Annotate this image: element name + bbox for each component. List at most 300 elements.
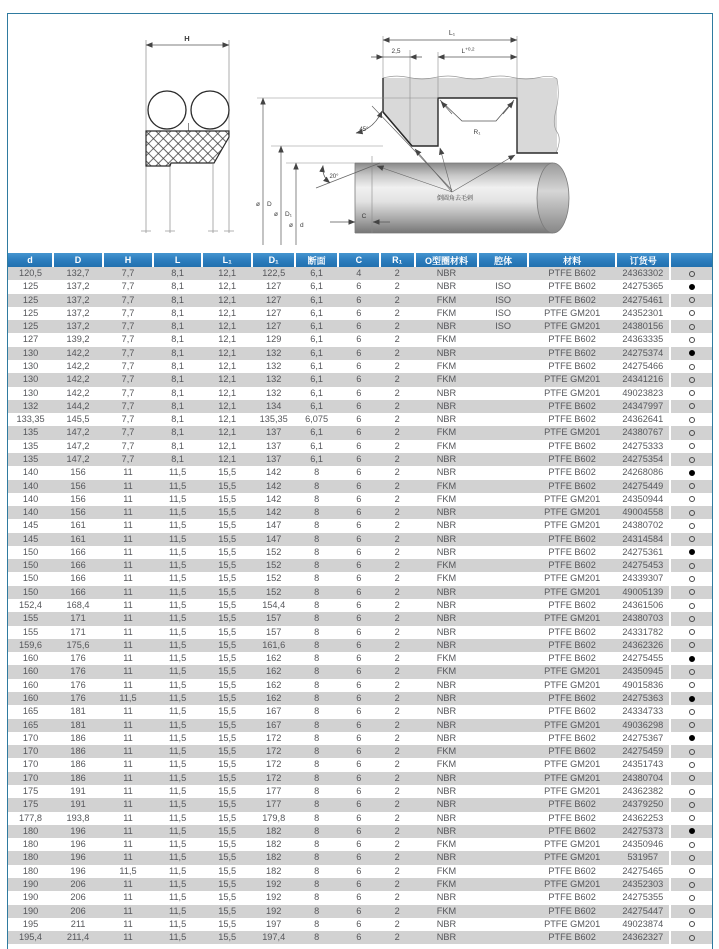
cell-L1: 15,5	[202, 825, 252, 838]
table-row	[8, 559, 712, 572]
l1-dimension-label: L₁	[448, 30, 456, 37]
cell-C: 6	[338, 466, 380, 479]
cell-order-no: 24275453	[616, 559, 670, 572]
availability-dot-filled	[670, 652, 712, 665]
cell-material: PTFE GM201	[528, 838, 616, 851]
cell-D1: 137	[252, 453, 295, 466]
cell-cavity	[478, 559, 528, 572]
cell-H: 11	[103, 612, 153, 625]
cell-cavity	[478, 878, 528, 891]
cell-material: PTFE GM201	[528, 878, 616, 891]
cell-section: 8	[295, 599, 338, 612]
cell-C: 6	[338, 440, 380, 453]
cell-section: 8	[295, 652, 338, 665]
cell-D1: 172	[252, 772, 295, 785]
cell-cavity	[478, 572, 528, 585]
cell-order-no: 24363302	[616, 267, 670, 280]
cell-order-no: 24362326	[616, 639, 670, 652]
cell-order-no: 24379250	[616, 798, 670, 811]
cell-D: 161	[53, 533, 103, 546]
availability-dot-filled	[670, 347, 712, 360]
table-row	[8, 745, 712, 758]
cell-order-no: 24362382	[616, 785, 670, 798]
cell-order-no: 24334733	[616, 705, 670, 718]
cell-D1: 172	[252, 758, 295, 771]
cell-section: 8	[295, 758, 338, 771]
cell-L: 8,1	[153, 333, 202, 346]
table-row	[8, 931, 712, 944]
table-row	[8, 825, 712, 838]
cell-order-no: 49004558	[616, 506, 670, 519]
cell-section: 8	[295, 732, 338, 745]
spec-table	[8, 253, 712, 944]
cell-D1: 172	[252, 732, 295, 745]
cell-d: 180	[8, 851, 53, 864]
cell-material: PTFE B602	[528, 639, 616, 652]
cell-H: 11	[103, 493, 153, 506]
column-header-D1: D₁	[252, 253, 295, 267]
cell-order-no: 24275459	[616, 745, 670, 758]
cell-D1: 122,5	[252, 267, 295, 280]
cell-material: PTFE GM201	[528, 665, 616, 678]
cell-D1: 197,4	[252, 931, 295, 944]
cell-section: 8	[295, 812, 338, 825]
cell-L: 11,5	[153, 612, 202, 625]
cell-cavity: ISO	[478, 320, 528, 333]
cell-D: 137,2	[53, 307, 103, 320]
cell-C: 6	[338, 387, 380, 400]
cell-C: 6	[338, 812, 380, 825]
cell-L: 11,5	[153, 931, 202, 944]
cell-D: 166	[53, 546, 103, 559]
cell-section: 8	[295, 639, 338, 652]
cell-C: 6	[338, 679, 380, 692]
cell-material: PTFE GM201	[528, 918, 616, 931]
cell-oring-material: FKM	[415, 878, 478, 891]
cell-cavity	[478, 426, 528, 439]
cell-section: 8	[295, 851, 338, 864]
cell-L1: 12,1	[202, 387, 252, 400]
column-header-material: 材料	[528, 253, 616, 267]
cell-R1: 2	[380, 851, 415, 864]
cell-R1: 2	[380, 798, 415, 811]
cell-R1: 2	[380, 559, 415, 572]
cell-L1: 15,5	[202, 626, 252, 639]
cell-D1: 154,4	[252, 599, 295, 612]
cell-L1: 15,5	[202, 865, 252, 878]
cell-L1: 15,5	[202, 652, 252, 665]
cell-material: PTFE B602	[528, 413, 616, 426]
table-row	[8, 333, 712, 346]
cell-oring-material: NBR	[415, 506, 478, 519]
cell-section: 8	[295, 466, 338, 479]
cell-D: 142,2	[53, 387, 103, 400]
availability-dot-filled	[670, 546, 712, 559]
cell-L: 8,1	[153, 360, 202, 373]
cell-material: PTFE B602	[528, 745, 616, 758]
cell-material: PTFE GM201	[528, 320, 616, 333]
column-header-section: 断面	[295, 253, 338, 267]
cell-material: PTFE GM201	[528, 519, 616, 532]
availability-dot-open	[670, 294, 712, 307]
cell-d: 170	[8, 745, 53, 758]
availability-dot-open	[670, 493, 712, 506]
cell-L1: 15,5	[202, 772, 252, 785]
table-row	[8, 612, 712, 625]
cell-cavity	[478, 599, 528, 612]
cell-D: 181	[53, 719, 103, 732]
cell-C: 6	[338, 931, 380, 944]
cell-L: 8,1	[153, 373, 202, 386]
cell-D: 176	[53, 652, 103, 665]
cell-section: 8	[295, 918, 338, 931]
cell-H: 11	[103, 745, 153, 758]
cell-d: 155	[8, 612, 53, 625]
cell-section: 6,1	[295, 400, 338, 413]
cell-d: 180	[8, 865, 53, 878]
availability-dot-open	[670, 586, 712, 599]
cell-D: 132,7	[53, 267, 103, 280]
cell-d: 180	[8, 838, 53, 851]
cell-material: PTFE B602	[528, 267, 616, 280]
cell-C: 6	[338, 559, 380, 572]
cell-D: 186	[53, 745, 103, 758]
cell-cavity	[478, 586, 528, 599]
column-header-H: H	[103, 253, 153, 267]
cell-d: 160	[8, 652, 53, 665]
cell-D: 156	[53, 480, 103, 493]
cell-section: 8	[295, 679, 338, 692]
cell-order-no: 24275361	[616, 546, 670, 559]
cell-L: 11,5	[153, 918, 202, 931]
cell-H: 11	[103, 732, 153, 745]
availability-dot-open	[670, 519, 712, 532]
cell-d: 170	[8, 772, 53, 785]
availability-dot-open	[670, 878, 712, 891]
cell-R1: 2	[380, 360, 415, 373]
cell-order-no: 24351743	[616, 758, 670, 771]
availability-dot-open	[670, 812, 712, 825]
availability-dot-open	[670, 865, 712, 878]
cell-D1: 147	[252, 519, 295, 532]
cell-oring-material: NBR	[415, 453, 478, 466]
cell-section: 8	[295, 519, 338, 532]
cell-H: 7,7	[103, 360, 153, 373]
cell-R1: 2	[380, 373, 415, 386]
cell-oring-material: NBR	[415, 812, 478, 825]
cell-L1: 15,5	[202, 905, 252, 918]
cell-D: 176	[53, 679, 103, 692]
cell-L: 8,1	[153, 387, 202, 400]
cell-oring-material: NBR	[415, 280, 478, 293]
cell-L1: 15,5	[202, 546, 252, 559]
cell-material: PTFE B602	[528, 626, 616, 639]
cell-L1: 15,5	[202, 719, 252, 732]
cell-D1: 142	[252, 493, 295, 506]
cell-L: 11,5	[153, 785, 202, 798]
cell-order-no: 24275455	[616, 652, 670, 665]
cell-D1: 134	[252, 400, 295, 413]
cell-L: 11,5	[153, 466, 202, 479]
cell-material: PTFE GM201	[528, 851, 616, 864]
cell-section: 6,1	[295, 333, 338, 346]
cell-material: PTFE B602	[528, 466, 616, 479]
cell-oring-material: FKM	[415, 838, 478, 851]
dia-D-symbol: ø	[256, 201, 260, 208]
cell-H: 11	[103, 931, 153, 944]
cell-order-no: 49023874	[616, 918, 670, 931]
cell-H: 11	[103, 572, 153, 585]
cell-d: 125	[8, 280, 53, 293]
table-row	[8, 665, 712, 678]
cell-L: 11,5	[153, 865, 202, 878]
cell-H: 11	[103, 679, 153, 692]
cell-oring-material: NBR	[415, 918, 478, 931]
cell-C: 6	[338, 493, 380, 506]
cell-section: 8	[295, 745, 338, 758]
cell-order-no: 24275363	[616, 692, 670, 705]
column-header-R1: R₁	[380, 253, 415, 267]
cell-L: 11,5	[153, 652, 202, 665]
cell-L: 11,5	[153, 626, 202, 639]
cell-C: 6	[338, 626, 380, 639]
cell-C: 6	[338, 878, 380, 891]
cell-H: 7,7	[103, 280, 153, 293]
cell-material: PTFE GM201	[528, 307, 616, 320]
cell-L: 11,5	[153, 480, 202, 493]
availability-dot-open	[670, 639, 712, 652]
table-row	[8, 878, 712, 891]
cell-L1: 12,1	[202, 294, 252, 307]
cell-oring-material: NBR	[415, 387, 478, 400]
cell-L1: 15,5	[202, 851, 252, 864]
cell-order-no: 24350944	[616, 493, 670, 506]
cell-d: 165	[8, 719, 53, 732]
cell-cavity	[478, 851, 528, 864]
cell-D1: 157	[252, 612, 295, 625]
availability-dot-open	[670, 267, 712, 280]
cell-d: 175	[8, 798, 53, 811]
cell-C: 6	[338, 825, 380, 838]
cell-H: 11	[103, 533, 153, 546]
cell-d: 150	[8, 559, 53, 572]
cell-section: 8	[295, 559, 338, 572]
table-row	[8, 599, 712, 612]
table-row	[8, 758, 712, 771]
cell-H: 11	[103, 506, 153, 519]
cell-order-no: 24275461	[616, 294, 670, 307]
cell-L1: 15,5	[202, 732, 252, 745]
cell-L: 8,1	[153, 440, 202, 453]
cell-D: 193,8	[53, 812, 103, 825]
availability-dot-open	[670, 931, 712, 944]
cell-D1: 177	[252, 798, 295, 811]
cell-oring-material: NBR	[415, 798, 478, 811]
cell-H: 7,7	[103, 294, 153, 307]
cell-cavity	[478, 626, 528, 639]
cell-cavity	[478, 267, 528, 280]
cell-R1: 2	[380, 825, 415, 838]
cell-cavity	[478, 838, 528, 851]
cell-L1: 15,5	[202, 493, 252, 506]
cell-order-no: 24363335	[616, 333, 670, 346]
cell-R1: 2	[380, 572, 415, 585]
cell-H: 11	[103, 891, 153, 904]
cell-H: 7,7	[103, 426, 153, 439]
table-row	[8, 851, 712, 864]
cell-C: 6	[338, 280, 380, 293]
cell-order-no: 24380767	[616, 426, 670, 439]
seal-cross-section-view	[141, 34, 234, 233]
availability-dot-open	[670, 533, 712, 546]
table-row	[8, 387, 712, 400]
cell-R1: 2	[380, 745, 415, 758]
availability-dot-open	[670, 891, 712, 904]
cell-R1: 2	[380, 533, 415, 546]
cell-L: 8,1	[153, 267, 202, 280]
table-row	[8, 905, 712, 918]
cell-L1: 15,5	[202, 586, 252, 599]
table-row	[8, 679, 712, 692]
cell-material: PTFE B602	[528, 825, 616, 838]
cell-H: 11	[103, 586, 153, 599]
table-row	[8, 320, 712, 333]
cell-d: 190	[8, 905, 53, 918]
cell-oring-material: FKM	[415, 559, 478, 572]
availability-dot-open	[670, 426, 712, 439]
cell-order-no: 24380703	[616, 612, 670, 625]
cell-D1: 129	[252, 333, 295, 346]
header-row	[8, 253, 712, 267]
cell-cavity	[478, 772, 528, 785]
cell-order-no: 24275355	[616, 891, 670, 904]
cell-L1: 12,1	[202, 413, 252, 426]
cell-R1: 2	[380, 652, 415, 665]
cell-D1: 172	[252, 745, 295, 758]
cell-order-no: 24331782	[616, 626, 670, 639]
cell-order-no: 24275367	[616, 732, 670, 745]
cell-material: PTFE B602	[528, 533, 616, 546]
cell-d: 150	[8, 572, 53, 585]
availability-dot-open	[670, 838, 712, 851]
table-row	[8, 812, 712, 825]
cell-order-no: 24275365	[616, 280, 670, 293]
cell-L: 8,1	[153, 347, 202, 360]
cell-L1: 15,5	[202, 838, 252, 851]
table-row	[8, 307, 712, 320]
table-row	[8, 652, 712, 665]
cell-D1: 192	[252, 905, 295, 918]
cell-L: 11,5	[153, 679, 202, 692]
cell-C: 6	[338, 785, 380, 798]
availability-dot-open	[670, 918, 712, 931]
cell-D1: 162	[252, 679, 295, 692]
cell-H: 11	[103, 758, 153, 771]
table-row	[8, 918, 712, 931]
cell-D1: 182	[252, 838, 295, 851]
cell-L: 11,5	[153, 533, 202, 546]
availability-dot-open	[670, 719, 712, 732]
cell-C: 6	[338, 480, 380, 493]
cell-L1: 15,5	[202, 519, 252, 532]
cell-oring-material: NBR	[415, 825, 478, 838]
cell-cavity: ISO	[478, 294, 528, 307]
cell-cavity	[478, 373, 528, 386]
availability-dot-open	[670, 599, 712, 612]
table-row	[8, 626, 712, 639]
cell-material: PTFE B602	[528, 440, 616, 453]
availability-dot-open	[670, 373, 712, 386]
dia-d-symbol: ø	[289, 222, 293, 229]
availability-dot-filled	[670, 466, 712, 479]
cell-L: 11,5	[153, 851, 202, 864]
cell-d: 125	[8, 320, 53, 333]
cell-C: 6	[338, 692, 380, 705]
cell-oring-material: NBR	[415, 586, 478, 599]
cell-H: 11	[103, 546, 153, 559]
availability-dot-open	[670, 307, 712, 320]
cell-material: PTFE GM201	[528, 426, 616, 439]
cell-C: 6	[338, 639, 380, 652]
cell-L1: 15,5	[202, 612, 252, 625]
cell-material: PTFE B602	[528, 599, 616, 612]
cell-D: 137,2	[53, 320, 103, 333]
spec-table-body	[8, 267, 712, 944]
cell-L1: 15,5	[202, 692, 252, 705]
table-row	[8, 426, 712, 439]
cell-H: 7,7	[103, 413, 153, 426]
cell-order-no: 24380156	[616, 320, 670, 333]
cell-L1: 15,5	[202, 918, 252, 931]
cell-C: 6	[338, 865, 380, 878]
cell-material: PTFE B602	[528, 480, 616, 493]
table-row	[8, 373, 712, 386]
cell-material: PTFE GM201	[528, 373, 616, 386]
cell-order-no: 24275374	[616, 347, 670, 360]
cell-C: 6	[338, 586, 380, 599]
cell-L1: 12,1	[202, 426, 252, 439]
groove-radius-profile	[440, 100, 514, 121]
table-row	[8, 347, 712, 360]
cell-D: 142,2	[53, 373, 103, 386]
cell-R1: 2	[380, 506, 415, 519]
cell-cavity: ISO	[478, 280, 528, 293]
cell-d: 133,35	[8, 413, 53, 426]
cell-L1: 15,5	[202, 679, 252, 692]
availability-dot-open	[670, 440, 712, 453]
cell-R1: 2	[380, 413, 415, 426]
cell-oring-material: FKM	[415, 652, 478, 665]
cell-D1: 142	[252, 480, 295, 493]
cell-R1: 2	[380, 679, 415, 692]
cell-oring-material: NBR	[415, 679, 478, 692]
cell-oring-material: NBR	[415, 599, 478, 612]
cell-L1: 12,1	[202, 453, 252, 466]
cell-R1: 2	[380, 891, 415, 904]
table-row	[8, 639, 712, 652]
cell-oring-material: NBR	[415, 347, 478, 360]
cell-oring-material: FKM	[415, 307, 478, 320]
cell-D1: 137	[252, 426, 295, 439]
cell-oring-material: FKM	[415, 865, 478, 878]
availability-dot-open	[670, 679, 712, 692]
cell-H: 11	[103, 519, 153, 532]
cell-L1: 12,1	[202, 440, 252, 453]
cell-section: 8	[295, 825, 338, 838]
cell-R1: 2	[380, 453, 415, 466]
seal-drawing-svg	[0, 0, 719, 252]
cell-order-no: 24380704	[616, 772, 670, 785]
